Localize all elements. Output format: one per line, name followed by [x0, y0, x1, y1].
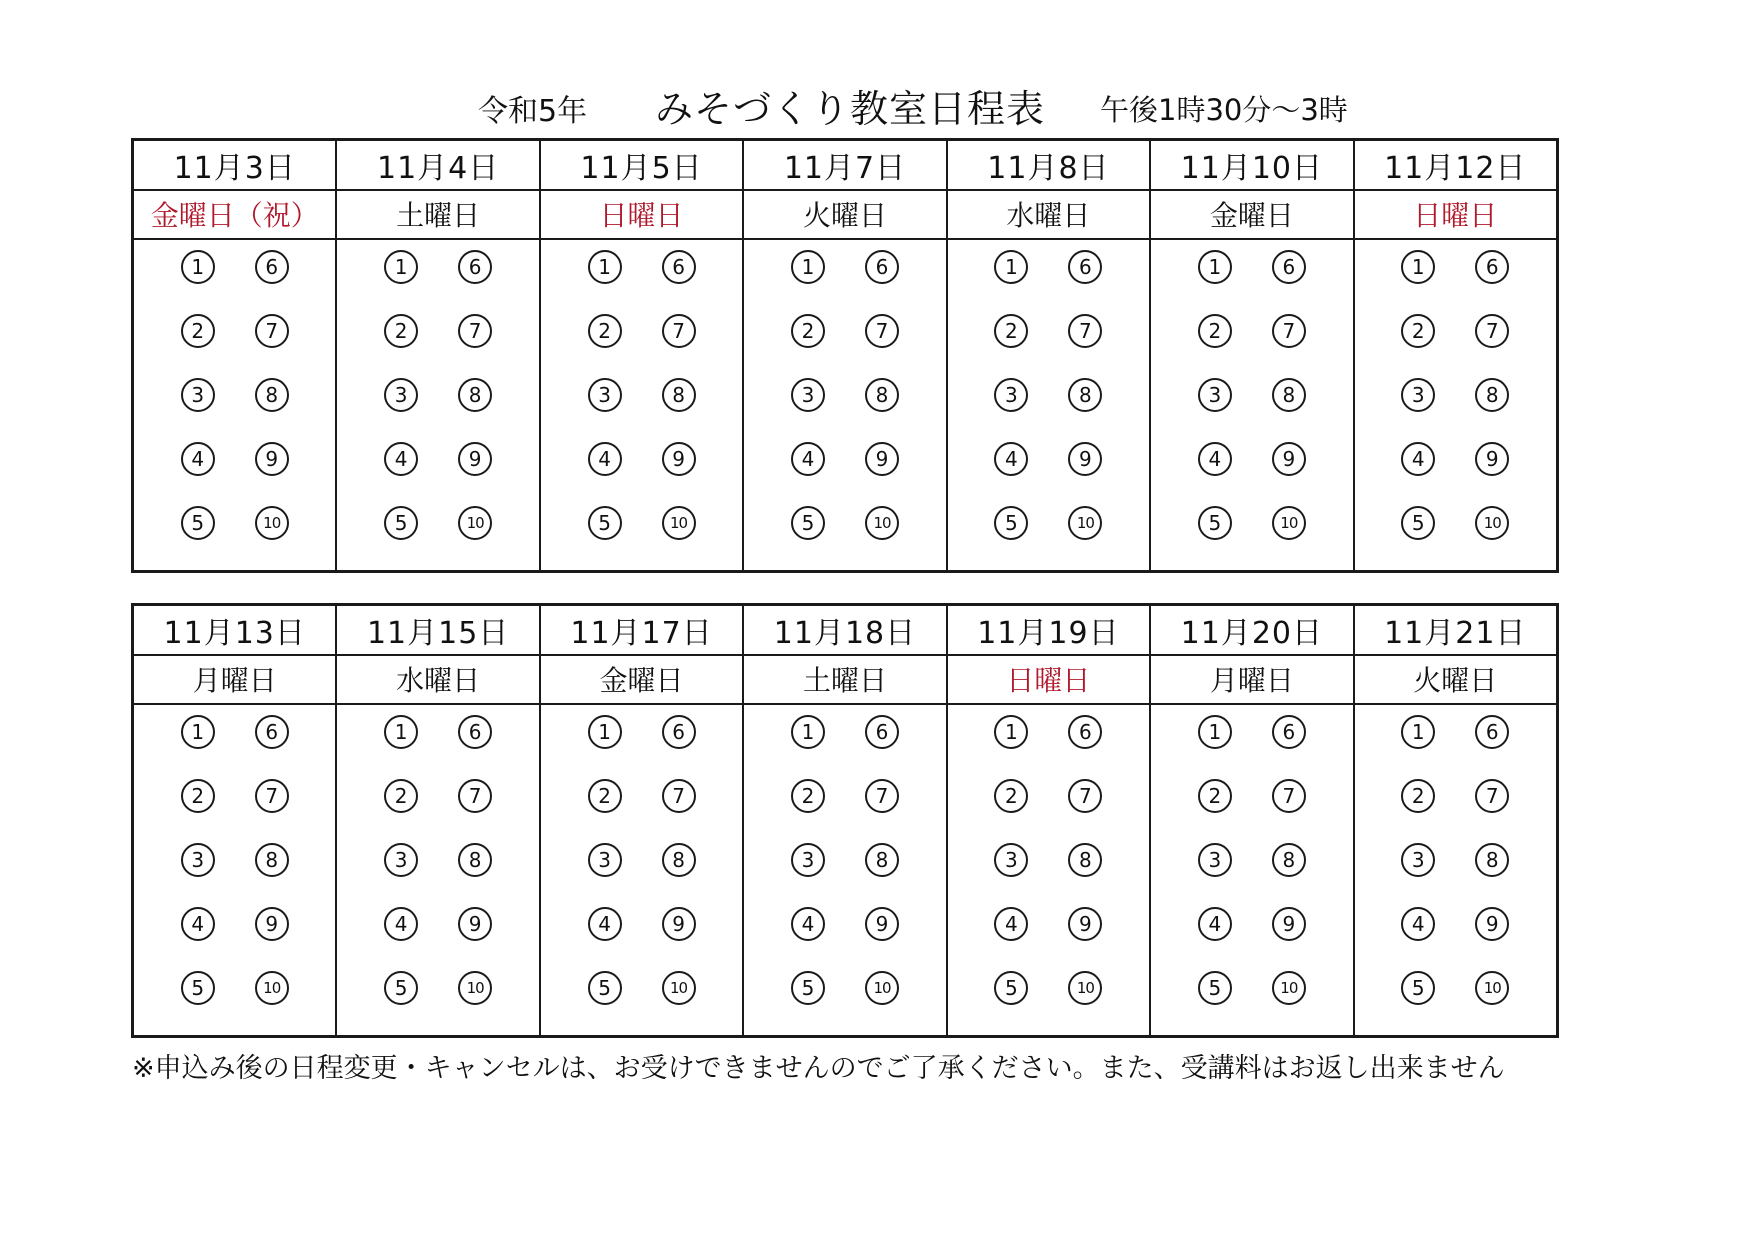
- slot-number: 3: [994, 378, 1028, 412]
- slot-number: 9: [255, 442, 289, 476]
- slot-column-right: [1252, 250, 1353, 570]
- slot-number: 6: [865, 715, 899, 749]
- slot-number: 1: [1401, 715, 1435, 749]
- day-column: [744, 141, 947, 570]
- slot-number: 5: [791, 506, 825, 540]
- slot-number: 3: [588, 378, 622, 412]
- weekday-cell: 日曜日: [1355, 191, 1556, 241]
- date-cell: 11月5日: [541, 141, 742, 191]
- slot-number: 6: [1068, 250, 1102, 284]
- slot-number: 8: [255, 843, 289, 877]
- slot-number: 2: [181, 314, 215, 348]
- slot-number: 3: [384, 378, 418, 412]
- slot-number: 9: [1272, 907, 1306, 941]
- slot-column-right: [1252, 715, 1353, 1035]
- slot-number: 9: [458, 442, 492, 476]
- slot-area: [1151, 705, 1352, 1035]
- slot-column-right: [845, 250, 946, 570]
- day-column: [948, 606, 1151, 1035]
- slot-number: 5: [384, 506, 418, 540]
- slot-number: 1: [791, 250, 825, 284]
- date-cell: 11月4日: [337, 141, 538, 191]
- slot-number: 10: [1272, 506, 1306, 540]
- slot-number: 5: [994, 506, 1028, 540]
- slot-number: 5: [791, 971, 825, 1005]
- slot-number: 9: [1068, 907, 1102, 941]
- slot-number: 6: [255, 250, 289, 284]
- day-column: [337, 606, 540, 1035]
- slot-column-left: [337, 250, 438, 570]
- slot-number: 7: [865, 314, 899, 348]
- slot-number: 8: [1272, 378, 1306, 412]
- slot-column-left: [541, 250, 642, 570]
- slot-number: 10: [1475, 971, 1509, 1005]
- weekday-cell: 月曜日: [134, 656, 335, 706]
- day-column: [337, 141, 540, 570]
- week-table-2: [131, 603, 1559, 1038]
- slot-number: 2: [1401, 314, 1435, 348]
- slot-number: 4: [994, 907, 1028, 941]
- slot-number: 4: [181, 907, 215, 941]
- slot-column-right: [845, 715, 946, 1035]
- era-label: 令和5年: [478, 94, 588, 129]
- slot-number: 10: [1475, 506, 1509, 540]
- slot-number: 10: [865, 971, 899, 1005]
- slot-column-left: [948, 715, 1049, 1035]
- slot-column-right: [1048, 715, 1149, 1035]
- slot-number: 2: [588, 314, 622, 348]
- slot-number: 9: [1475, 442, 1509, 476]
- slot-area: [337, 240, 538, 570]
- day-column: [1151, 141, 1354, 570]
- slot-number: 4: [1198, 907, 1232, 941]
- slot-area: [337, 705, 538, 1035]
- slot-number: 7: [1272, 779, 1306, 813]
- weekday-cell: 日曜日: [541, 191, 742, 241]
- weekday-cell: 水曜日: [948, 191, 1149, 241]
- slot-number: 7: [865, 779, 899, 813]
- slot-number: 6: [255, 715, 289, 749]
- date-cell: 11月21日: [1355, 606, 1556, 656]
- slot-number: 6: [458, 715, 492, 749]
- slot-number: 4: [994, 442, 1028, 476]
- slot-number: 1: [994, 715, 1028, 749]
- slot-number: 2: [1198, 314, 1232, 348]
- slot-number: 6: [865, 250, 899, 284]
- slot-number: 3: [1198, 378, 1232, 412]
- slot-number: 8: [458, 378, 492, 412]
- slot-number: 8: [1475, 843, 1509, 877]
- slot-number: 8: [1272, 843, 1306, 877]
- slot-number: 3: [994, 843, 1028, 877]
- date-cell: 11月12日: [1355, 141, 1556, 191]
- slot-number: 7: [255, 314, 289, 348]
- slot-number: 5: [994, 971, 1028, 1005]
- day-column: [1355, 141, 1556, 570]
- slot-number: 1: [181, 250, 215, 284]
- slot-number: 1: [1198, 250, 1232, 284]
- slot-number: 4: [1401, 907, 1435, 941]
- slot-number: 4: [588, 907, 622, 941]
- slot-area: [1355, 240, 1556, 570]
- slot-number: 3: [181, 843, 215, 877]
- slot-number: 7: [1272, 314, 1306, 348]
- slot-number: 1: [994, 250, 1028, 284]
- slot-number: 2: [1198, 779, 1232, 813]
- slot-number: 2: [1401, 779, 1435, 813]
- slot-number: 6: [1475, 715, 1509, 749]
- weekday-cell: 金曜日: [541, 656, 742, 706]
- slot-column-left: [1151, 715, 1252, 1035]
- slot-number: 9: [865, 907, 899, 941]
- slot-number: 1: [588, 715, 622, 749]
- slot-number: 3: [1401, 843, 1435, 877]
- slot-number: 5: [1401, 506, 1435, 540]
- date-cell: 11月10日: [1151, 141, 1352, 191]
- slot-number: 8: [865, 378, 899, 412]
- slot-number: 10: [1068, 506, 1102, 540]
- day-column: [1355, 606, 1556, 1035]
- slot-column-right: [1048, 250, 1149, 570]
- slot-number: 10: [662, 506, 696, 540]
- slot-column-left: [948, 250, 1049, 570]
- slot-column-right: [438, 715, 539, 1035]
- slot-column-left: [1355, 715, 1456, 1035]
- slot-number: 4: [384, 907, 418, 941]
- slot-number: 9: [255, 907, 289, 941]
- slot-number: 10: [1068, 971, 1102, 1005]
- slot-area: [948, 705, 1149, 1035]
- time-range: 午後1時30分～3時: [1100, 93, 1348, 127]
- slot-number: 7: [458, 779, 492, 813]
- slot-number: 9: [458, 907, 492, 941]
- slot-area: [744, 705, 945, 1035]
- week-table-1: [131, 138, 1559, 573]
- weekday-cell: 日曜日: [948, 656, 1149, 706]
- weekday-cell: 土曜日: [337, 191, 538, 241]
- date-cell: 11月20日: [1151, 606, 1352, 656]
- slot-number: 2: [384, 314, 418, 348]
- slot-number: 5: [588, 971, 622, 1005]
- weekday-cell: 月曜日: [1151, 656, 1352, 706]
- slot-column-right: [235, 250, 336, 570]
- page-title: みそづくり教室日程表: [655, 87, 1046, 131]
- slot-column-right: [642, 250, 743, 570]
- slot-number: 4: [1198, 442, 1232, 476]
- slot-number: 2: [181, 779, 215, 813]
- slot-number: 10: [865, 506, 899, 540]
- day-column: [1151, 606, 1354, 1035]
- slot-number: 7: [458, 314, 492, 348]
- slot-column-left: [541, 715, 642, 1035]
- slot-number: 2: [384, 779, 418, 813]
- slot-number: 8: [865, 843, 899, 877]
- slot-number: 4: [791, 907, 825, 941]
- slot-number: 6: [1475, 250, 1509, 284]
- weekday-cell: 火曜日: [744, 191, 945, 241]
- slot-number: 1: [791, 715, 825, 749]
- slot-number: 2: [791, 314, 825, 348]
- slot-number: 4: [588, 442, 622, 476]
- slot-number: 1: [1198, 715, 1232, 749]
- slot-number: 5: [181, 971, 215, 1005]
- slot-column-left: [337, 715, 438, 1035]
- slot-area: [948, 240, 1149, 570]
- slot-number: 3: [1401, 378, 1435, 412]
- slot-number: 1: [384, 715, 418, 749]
- slot-column-right: [642, 715, 743, 1035]
- slot-column-left: [744, 250, 845, 570]
- slot-number: 6: [1272, 250, 1306, 284]
- slot-number: 4: [384, 442, 418, 476]
- slot-column-right: [1455, 250, 1556, 570]
- weekday-cell: 水曜日: [337, 656, 538, 706]
- slot-number: 6: [1272, 715, 1306, 749]
- slot-number: 9: [662, 907, 696, 941]
- slot-column-right: [235, 715, 336, 1035]
- weekday-cell: 土曜日: [744, 656, 945, 706]
- slot-number: 2: [994, 314, 1028, 348]
- slot-number: 9: [1475, 907, 1509, 941]
- slot-number: 5: [1198, 506, 1232, 540]
- slot-number: 4: [791, 442, 825, 476]
- weekday-cell: 金曜日: [1151, 191, 1352, 241]
- slot-column-left: [1151, 250, 1252, 570]
- day-column: [541, 141, 744, 570]
- day-column: [744, 606, 947, 1035]
- slot-area: [744, 240, 945, 570]
- slot-number: 5: [181, 506, 215, 540]
- slot-number: 9: [1068, 442, 1102, 476]
- day-column: [948, 141, 1151, 570]
- weekday-cell: 火曜日: [1355, 656, 1556, 706]
- slot-number: 7: [662, 779, 696, 813]
- slot-number: 2: [994, 779, 1028, 813]
- slot-number: 7: [1475, 779, 1509, 813]
- slot-number: 5: [384, 971, 418, 1005]
- slot-number: 3: [791, 843, 825, 877]
- slot-number: 1: [181, 715, 215, 749]
- slot-number: 5: [588, 506, 622, 540]
- slot-number: 7: [1068, 314, 1102, 348]
- slot-number: 10: [458, 506, 492, 540]
- slot-number: 4: [1401, 442, 1435, 476]
- slot-number: 10: [1272, 971, 1306, 1005]
- slot-number: 7: [1475, 314, 1509, 348]
- slot-number: 5: [1198, 971, 1232, 1005]
- slot-number: 8: [1068, 843, 1102, 877]
- date-cell: 11月8日: [948, 141, 1149, 191]
- slot-number: 8: [255, 378, 289, 412]
- slot-number: 9: [865, 442, 899, 476]
- slot-number: 6: [662, 250, 696, 284]
- slot-number: 3: [181, 378, 215, 412]
- slot-area: [1355, 705, 1556, 1035]
- slot-number: 6: [662, 715, 696, 749]
- slot-number: 9: [662, 442, 696, 476]
- slot-area: [134, 705, 335, 1035]
- slot-number: 10: [255, 971, 289, 1005]
- slot-area: [1151, 240, 1352, 570]
- date-cell: 11月13日: [134, 606, 335, 656]
- slot-number: 3: [588, 843, 622, 877]
- slot-number: 7: [255, 779, 289, 813]
- day-column: [541, 606, 744, 1035]
- slot-column-right: [438, 250, 539, 570]
- slot-number: 3: [1198, 843, 1232, 877]
- slot-column-left: [134, 250, 235, 570]
- date-cell: 11月15日: [337, 606, 538, 656]
- slot-number: 2: [791, 779, 825, 813]
- date-cell: 11月3日: [134, 141, 335, 191]
- slot-number: 9: [1272, 442, 1306, 476]
- slot-number: 1: [1401, 250, 1435, 284]
- slot-number: 5: [1401, 971, 1435, 1005]
- slot-number: 4: [181, 442, 215, 476]
- slot-number: 6: [1068, 715, 1102, 749]
- slot-number: 8: [662, 378, 696, 412]
- slot-number: 8: [662, 843, 696, 877]
- slot-number: 8: [458, 843, 492, 877]
- schedule-header: [0, 78, 1754, 131]
- slot-number: 10: [458, 971, 492, 1005]
- slot-number: 7: [1068, 779, 1102, 813]
- slot-column-left: [744, 715, 845, 1035]
- slot-number: 6: [458, 250, 492, 284]
- slot-area: [541, 705, 742, 1035]
- date-cell: 11月18日: [744, 606, 945, 656]
- slot-column-right: [1455, 715, 1556, 1035]
- slot-number: 3: [384, 843, 418, 877]
- day-column: [134, 606, 337, 1035]
- slot-area: [541, 240, 742, 570]
- date-cell: 11月17日: [541, 606, 742, 656]
- cancellation-note: ※申込み後の日程変更・キャンセルは、お受けできませんのでご了承ください。また、受講料はお返し出来ません: [132, 1053, 1505, 1084]
- date-cell: 11月7日: [744, 141, 945, 191]
- day-column: [134, 141, 337, 570]
- weekday-cell: 金曜日（祝）: [134, 191, 335, 241]
- slot-number: 7: [662, 314, 696, 348]
- slot-number: 10: [255, 506, 289, 540]
- slot-number: 8: [1475, 378, 1509, 412]
- slot-column-left: [1355, 250, 1456, 570]
- slot-area: [134, 240, 335, 570]
- slot-number: 1: [384, 250, 418, 284]
- date-cell: 11月19日: [948, 606, 1149, 656]
- slot-number: 3: [791, 378, 825, 412]
- slot-number: 1: [588, 250, 622, 284]
- slot-number: 2: [588, 779, 622, 813]
- slot-column-left: [134, 715, 235, 1035]
- slot-number: 10: [662, 971, 696, 1005]
- slot-number: 8: [1068, 378, 1102, 412]
